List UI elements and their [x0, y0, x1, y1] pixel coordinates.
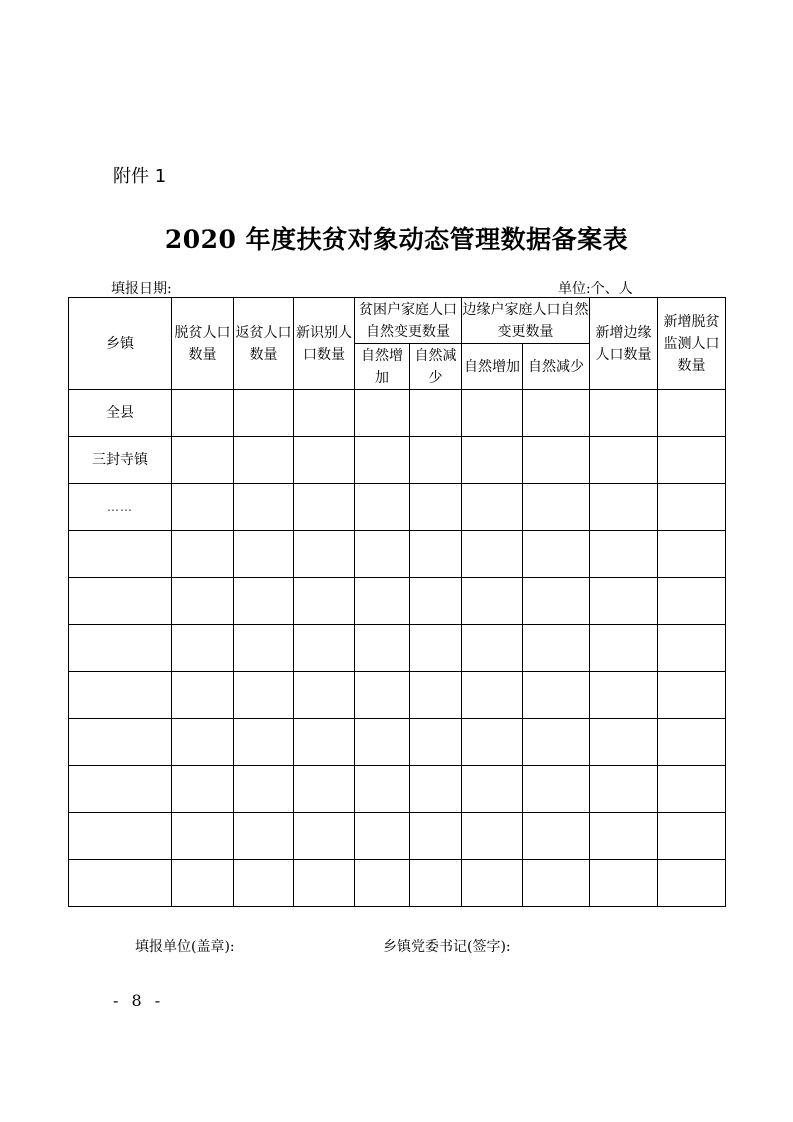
row-value-cell	[294, 390, 355, 437]
row-value-cell	[462, 390, 523, 437]
row-value-cell	[234, 531, 294, 578]
row-value-cell	[294, 766, 355, 813]
row-value-cell	[410, 766, 462, 813]
row-value-cell	[523, 578, 590, 625]
table-row	[69, 860, 726, 907]
row-value-cell	[410, 672, 462, 719]
row-value-cell	[294, 625, 355, 672]
header-town: 乡镇	[69, 298, 172, 390]
row-value-cell	[523, 719, 590, 766]
row-value-cell	[590, 813, 658, 860]
row-value-cell	[172, 578, 234, 625]
row-value-cell	[355, 766, 410, 813]
table-row	[69, 766, 726, 813]
row-value-cell	[658, 625, 726, 672]
row-value-cell	[462, 484, 523, 531]
row-town-cell: 全县	[69, 390, 172, 437]
row-value-cell	[658, 813, 726, 860]
row-town-cell	[69, 578, 172, 625]
row-value-cell	[294, 578, 355, 625]
row-value-cell	[658, 860, 726, 907]
table-row	[69, 719, 726, 766]
row-value-cell	[410, 484, 462, 531]
row-value-cell	[355, 719, 410, 766]
row-town-cell	[69, 531, 172, 578]
row-value-cell	[658, 531, 726, 578]
row-value-cell	[294, 531, 355, 578]
row-value-cell	[523, 672, 590, 719]
row-value-cell	[172, 531, 234, 578]
table-row	[69, 672, 726, 719]
row-value-cell	[523, 437, 590, 484]
row-town-cell: ……	[69, 484, 172, 531]
header-marginal-natural-increase: 自然增加	[462, 344, 523, 390]
row-value-cell	[355, 531, 410, 578]
row-value-cell	[658, 437, 726, 484]
row-value-cell	[462, 672, 523, 719]
row-value-cell	[462, 813, 523, 860]
row-town-cell	[69, 719, 172, 766]
row-value-cell	[234, 719, 294, 766]
row-value-cell	[410, 578, 462, 625]
row-value-cell	[462, 860, 523, 907]
row-value-cell	[172, 813, 234, 860]
row-value-cell	[462, 578, 523, 625]
table-row	[69, 484, 726, 531]
row-value-cell	[658, 390, 726, 437]
row-value-cell	[462, 625, 523, 672]
row-town-cell	[69, 625, 172, 672]
table-row	[69, 813, 726, 860]
row-value-cell	[410, 813, 462, 860]
row-value-cell	[462, 719, 523, 766]
row-value-cell	[172, 860, 234, 907]
header-return-to-poverty: 返贫人口数量	[234, 298, 294, 390]
attachment-label: 附件 1	[113, 166, 167, 187]
row-value-cell	[355, 390, 410, 437]
page-number: - 8 -	[113, 991, 165, 1010]
table-body	[69, 390, 726, 907]
row-value-cell	[355, 813, 410, 860]
row-value-cell	[294, 437, 355, 484]
row-value-cell	[410, 437, 462, 484]
row-value-cell	[523, 484, 590, 531]
row-value-cell	[590, 625, 658, 672]
row-value-cell	[172, 672, 234, 719]
row-town-cell: 三封寺镇	[69, 437, 172, 484]
row-value-cell	[590, 437, 658, 484]
row-value-cell	[590, 766, 658, 813]
row-town-cell	[69, 860, 172, 907]
row-value-cell	[590, 390, 658, 437]
row-value-cell	[355, 578, 410, 625]
row-value-cell	[172, 484, 234, 531]
row-value-cell	[172, 625, 234, 672]
row-value-cell	[172, 766, 234, 813]
row-value-cell	[410, 390, 462, 437]
page-title: 2020 年度扶贫对象动态管理数据备案表	[164, 225, 629, 254]
row-value-cell	[523, 860, 590, 907]
record-table	[68, 297, 726, 907]
row-value-cell	[658, 578, 726, 625]
unit-label: 单位:个、人	[558, 281, 633, 297]
row-value-cell	[234, 578, 294, 625]
fill-date-label: 填报日期:	[111, 281, 172, 297]
row-value-cell	[410, 625, 462, 672]
row-value-cell	[355, 484, 410, 531]
row-value-cell	[462, 437, 523, 484]
row-value-cell	[172, 437, 234, 484]
row-value-cell	[355, 437, 410, 484]
header-marginal-natural-decrease: 自然减少	[523, 344, 590, 390]
row-value-cell	[234, 625, 294, 672]
row-value-cell	[234, 672, 294, 719]
row-value-cell	[410, 860, 462, 907]
row-value-cell	[355, 625, 410, 672]
row-value-cell	[523, 390, 590, 437]
row-value-cell	[355, 672, 410, 719]
header-out-of-poverty: 脱贫人口数量	[172, 298, 234, 390]
row-value-cell	[590, 484, 658, 531]
row-town-cell	[69, 672, 172, 719]
row-value-cell	[234, 766, 294, 813]
table-row	[69, 625, 726, 672]
row-value-cell	[234, 813, 294, 860]
row-value-cell	[590, 531, 658, 578]
row-value-cell	[590, 860, 658, 907]
row-value-cell	[523, 813, 590, 860]
row-value-cell	[234, 390, 294, 437]
row-value-cell	[234, 860, 294, 907]
row-value-cell	[523, 625, 590, 672]
row-value-cell	[658, 766, 726, 813]
row-value-cell	[294, 484, 355, 531]
row-value-cell	[590, 578, 658, 625]
table-row	[69, 437, 726, 484]
row-value-cell	[658, 719, 726, 766]
table-row	[69, 578, 726, 625]
row-value-cell	[462, 531, 523, 578]
row-value-cell	[234, 484, 294, 531]
row-value-cell	[658, 484, 726, 531]
row-value-cell	[355, 860, 410, 907]
header-new-marginal: 新增边缘人口数量	[590, 298, 658, 390]
row-value-cell	[590, 719, 658, 766]
row-town-cell	[69, 766, 172, 813]
row-value-cell	[294, 672, 355, 719]
header-poor-natural-increase: 自然增加	[355, 344, 410, 390]
header-new-monitoring: 新增脱贫监测人口数量	[658, 298, 726, 390]
header-poor-households-group: 贫困户家庭人口自然变更数量	[355, 298, 462, 344]
row-value-cell	[462, 766, 523, 813]
row-value-cell	[294, 719, 355, 766]
fill-unit-label: 填报单位(盖章):	[135, 939, 235, 955]
row-value-cell	[234, 437, 294, 484]
row-value-cell	[410, 531, 462, 578]
row-value-cell	[590, 672, 658, 719]
row-value-cell	[658, 672, 726, 719]
row-town-cell	[69, 813, 172, 860]
header-poor-natural-decrease: 自然减少	[410, 344, 462, 390]
table-row	[69, 390, 726, 437]
row-value-cell	[172, 390, 234, 437]
row-value-cell	[172, 719, 234, 766]
secretary-label: 乡镇党委书记(签字):	[383, 939, 511, 955]
row-value-cell	[410, 719, 462, 766]
row-value-cell	[523, 766, 590, 813]
table-row	[69, 531, 726, 578]
row-value-cell	[294, 860, 355, 907]
header-newly-identified: 新识别人口数量	[294, 298, 355, 390]
header-marginal-households-group: 边缘户家庭人口自然变更数量	[462, 298, 590, 344]
row-value-cell	[523, 531, 590, 578]
row-value-cell	[294, 813, 355, 860]
